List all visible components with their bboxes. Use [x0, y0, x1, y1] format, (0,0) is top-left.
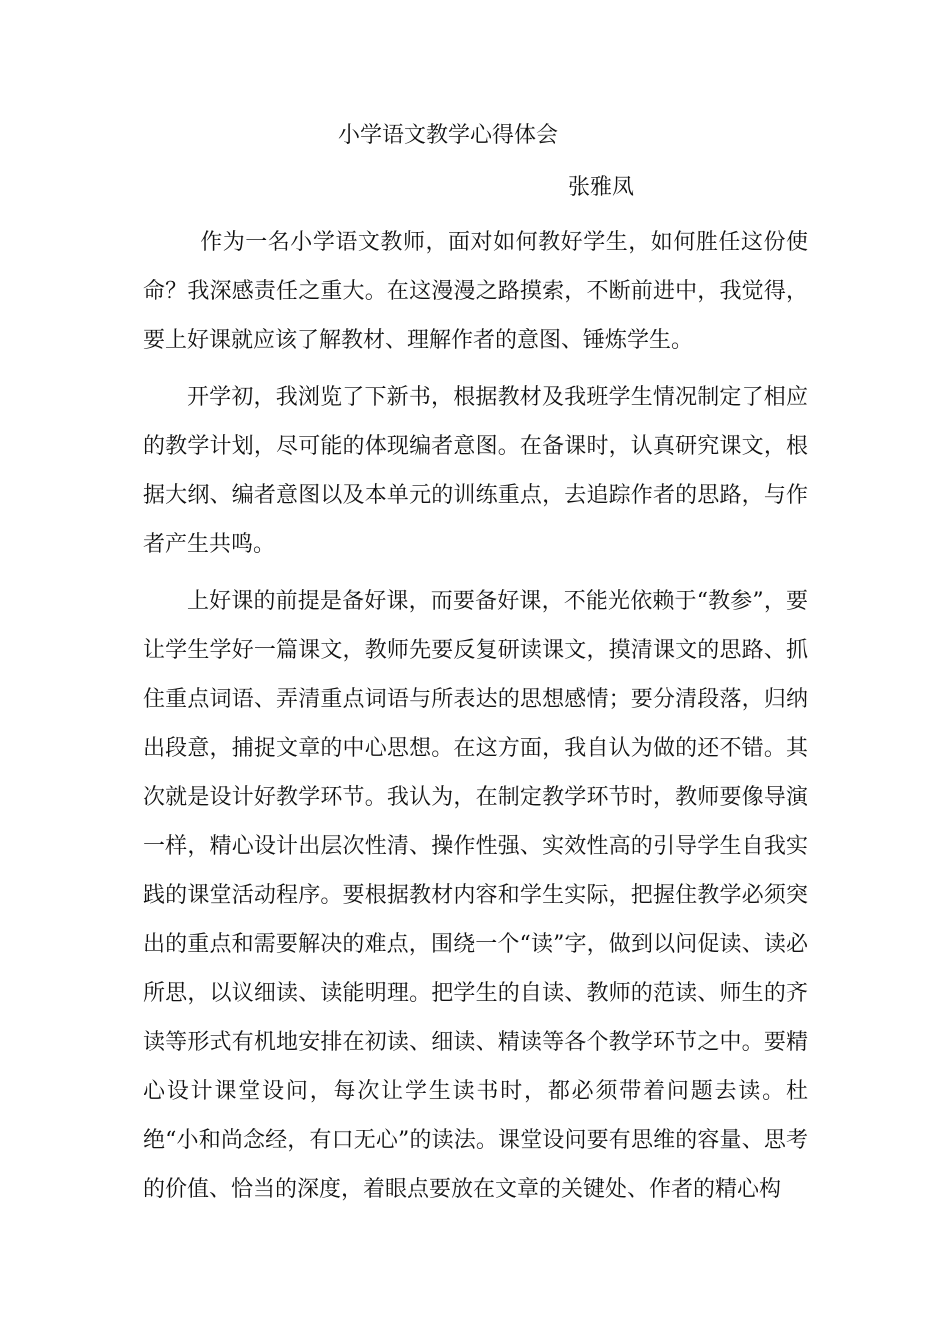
paragraph: 上好课的前提是备好课，而要备好课，不能光依赖于“教参”，要让学生学好一篇课文，教师先要反复研读课文，摸清课文的思路、抓住重点词语、弄清重点词语与所表达的思想感情；要分清段落，归纳出段意，捕捉文章的中心思想。在这方面，我自认为做的还不错。其次就是设计好教学环节。我认为，在制定教学环节时，教师要像导演一样，精心设计出层次性清、操作性强、实效性高的引导学生自我实践的课堂活动程序。要根据教材内容和学生实际，把握住教学必须突出的重点和需要解决的难点，围绕一个“读”字，做到以问促读、读必所思，以议细读、读能明理。把学生的自读、教师的范读、师生的齐读等形式有机地安排在初读、细读、精读等各个教学环节之中。要精心设计课堂设问，每次让学生读书时，都必须带着问题去读。杜绝“小和尚念经，有口无心”的读法。课堂设问要有思维的容量、思考的价值、恰当的深度，着眼点要放在文章的关键处、作者的精心构: [143, 589, 808, 1202]
document-body: [143, 218, 808, 1222]
paragraph: 作为一名小学语文教师，面对如何教好学生，如何胜任这份使命？我深感责任之重大。在这漫漫之路摸索，不断前进中，我觉得，要上好课就应该了解教材、理解作者的意图、锤炼学生。: [143, 230, 808, 353]
paragraph: 开学初，我浏览了下新书，根据教材及我班学生情况制定了相应的教学计划，尽可能的体现编者意图。在备课时，认真研究课文，根据大纲、编者意图以及本单元的训练重点，去追踪作者的思路，与作者产生共鸣。: [143, 385, 808, 557]
author-name: 张雅凤: [568, 175, 635, 200]
document-title: 小学语文教学心得体会: [338, 123, 559, 148]
